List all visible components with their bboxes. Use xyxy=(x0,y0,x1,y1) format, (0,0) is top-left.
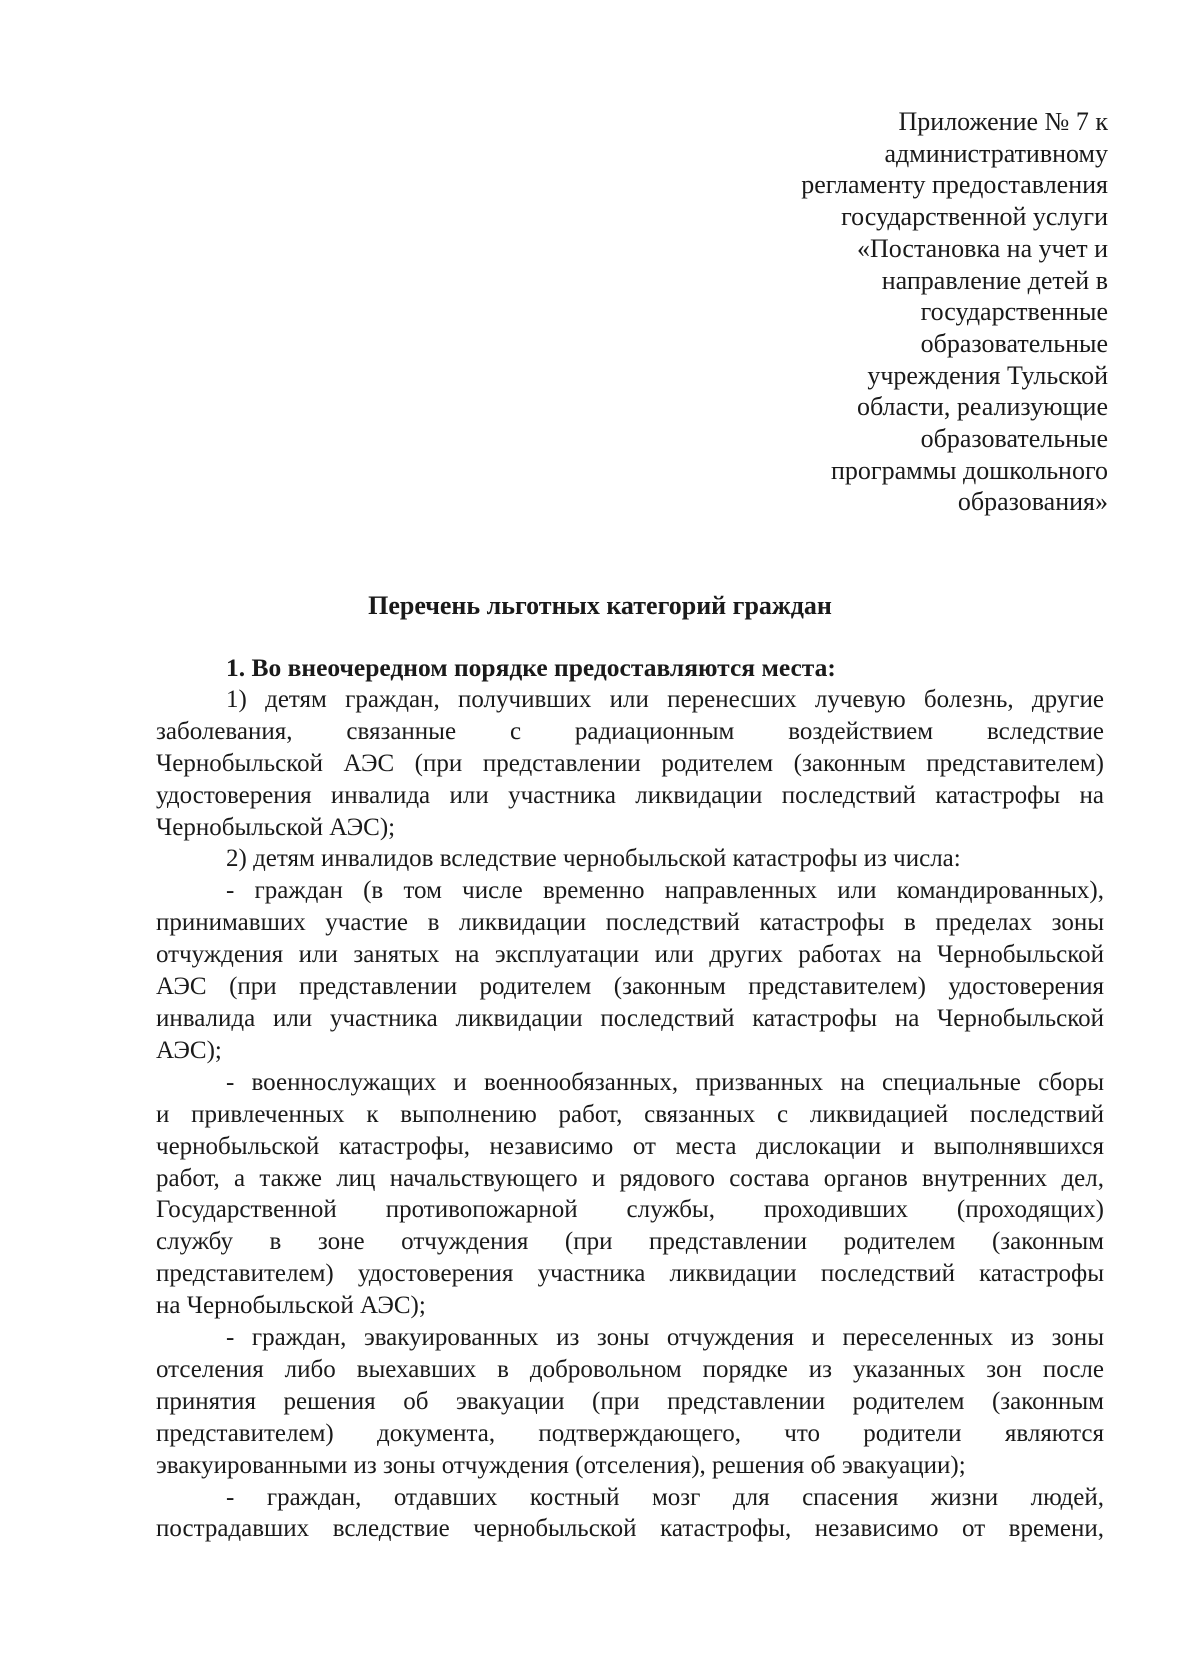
paragraph-line: Государственной противопожарной службы, проходивших (проходящих) xyxy=(156,1196,1104,1224)
document-title: Перечень льготных категорий граждан xyxy=(368,591,832,620)
document-body xyxy=(156,652,1104,1545)
appendix-line: направление детей в xyxy=(881,265,1108,295)
paragraph-line: заболевания, связанные с радиационным воздействием вследствие xyxy=(156,717,1104,745)
paragraph-line: 2) детям инвалидов вследствие чернобыльской катастрофы из числа: xyxy=(226,845,961,873)
paragraph-line: удостоверения инвалида или участника ликвидации последствий катастрофы на xyxy=(156,781,1104,809)
paragraph-line: отселения либо выехавших в добровольном порядке из указанных зон после xyxy=(156,1355,1104,1383)
appendix-line: образования» xyxy=(957,487,1108,517)
paragraph-line: и привлеченных к выполнению работ, связанных с ликвидацией последствий xyxy=(156,1100,1104,1128)
paragraph-line: принимавших участие в ликвидации последствий катастрофы в пределах зоны xyxy=(156,909,1104,937)
paragraph-line: - военнослужащих и военнообязанных, призванных на специальные сборы xyxy=(226,1068,1104,1096)
paragraph-line: эвакуированными из зоны отчуждения (отселения), решения об эвакуации); xyxy=(156,1451,966,1479)
paragraph-line: представителем) документа, подтверждающего, что родители являются xyxy=(156,1419,1104,1447)
appendix-line: программы дошкольного xyxy=(831,455,1108,485)
paragraph-line: принятия решения об эвакуации (при представлении родителем (законным xyxy=(156,1387,1104,1415)
paragraph-line: службу в зоне отчуждения (при представлении родителем (законным xyxy=(156,1228,1104,1256)
appendix-line: государственные xyxy=(920,297,1108,327)
appendix-line: административному xyxy=(884,138,1108,168)
paragraph-line: инвалида или участника ликвидации последствий катастрофы на Чернобыльской xyxy=(156,1004,1104,1032)
appendix-line: государственной услуги xyxy=(841,202,1108,232)
section-heading: 1. Во внеочередном порядке предоставляются места: xyxy=(226,653,836,682)
paragraph-line: - граждан, отдавших костный мозг для спасения жизни людей, xyxy=(226,1483,1104,1511)
paragraph-line: АЭС (при представлении родителем (законным представителем) удостоверения xyxy=(156,973,1104,1001)
paragraph-line: отчуждения или занятых на эксплуатации или других работах на Чернобыльской xyxy=(156,941,1104,969)
appendix-line: регламенту предоставления xyxy=(801,170,1108,200)
paragraph-line: Чернобыльской АЭС (при представлении родителем (законным представителем) xyxy=(156,749,1104,777)
paragraph-line: пострадавших вследствие чернобыльской катастрофы, независимо от времени, xyxy=(156,1515,1104,1543)
appendix-line: учреждения Тульской xyxy=(867,360,1108,390)
appendix-line: образовательные xyxy=(920,424,1108,454)
paragraph-line: на Чернобыльской АЭС); xyxy=(156,1292,426,1320)
paragraph-line: АЭС); xyxy=(156,1036,222,1064)
paragraph-line: работ, а также лиц начальствующего и рядового состава органов внутренних дел, xyxy=(156,1164,1104,1192)
appendix-line: «Постановка на учет и xyxy=(857,233,1108,263)
appendix-line: Приложение № 7 к xyxy=(898,107,1108,136)
paragraph-line: Чернобыльской АЭС); xyxy=(156,813,396,841)
paragraph-line: чернобыльской катастрофы, независимо от места дислокации и выполнявшихся xyxy=(156,1132,1104,1160)
paragraph-line: 1) детям граждан, получивших или перенесших лучевую болезнь, другие xyxy=(226,685,1104,713)
appendix-note xyxy=(668,106,1108,518)
paragraph-line: - граждан (в том числе временно направленных или командированных), xyxy=(226,877,1104,905)
paragraph-line: - граждан, эвакуированных из зоны отчуждения и переселенных из зоны xyxy=(226,1324,1104,1352)
appendix-line: образовательные xyxy=(920,328,1108,358)
paragraph-line: представителем) удостоверения участника ликвидации последствий катастрофы xyxy=(156,1260,1104,1288)
appendix-line: области, реализующие xyxy=(856,392,1108,422)
